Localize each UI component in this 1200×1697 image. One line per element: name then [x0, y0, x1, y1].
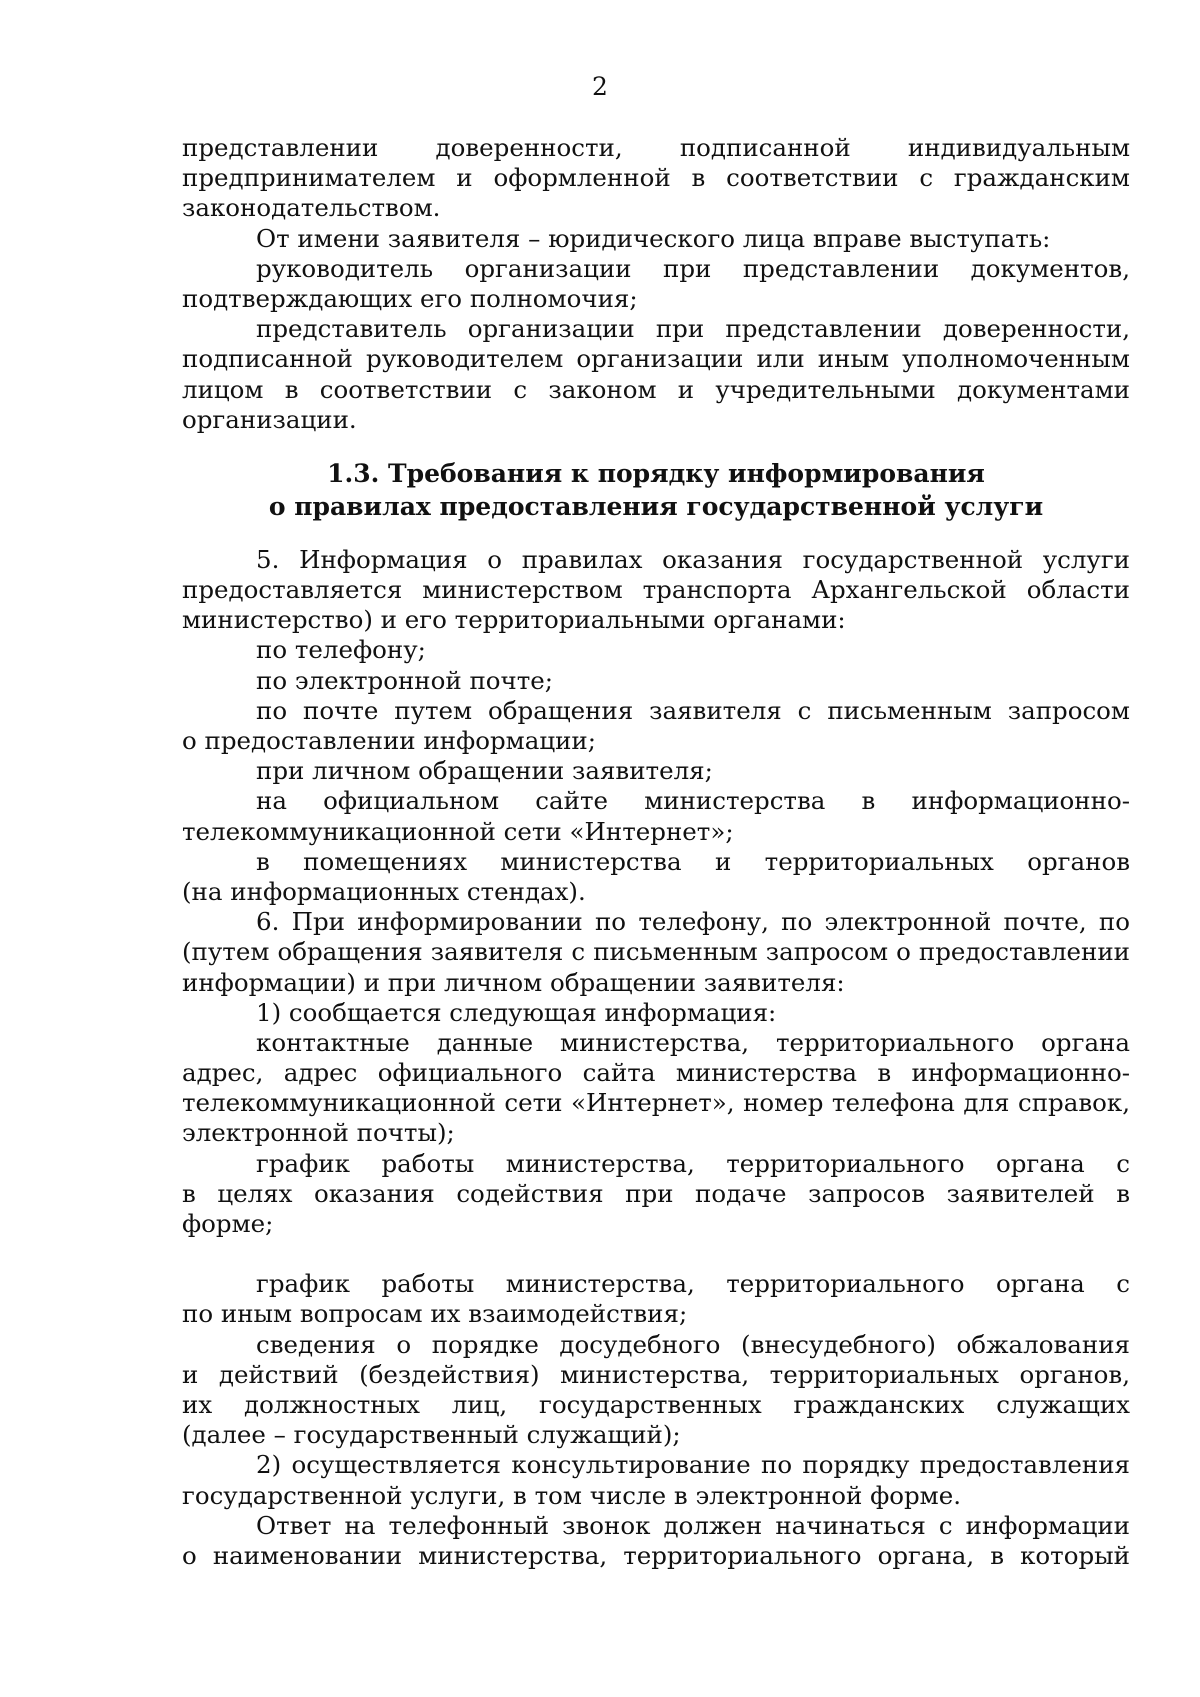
text-line: подписанной руководителем организации или иным уполномоченным [182, 344, 1130, 374]
text-line: законодательством. [182, 193, 441, 223]
text-line: предпринимателем и оформленной в соответствии с гражданским [182, 163, 1130, 193]
text-line: их должностных лиц, государственных гражданских служащих [182, 1389, 1130, 1419]
text-line: о предоставлении информации; [182, 726, 596, 755]
text-line: (далее – государственный служащий); [182, 1420, 681, 1450]
text-line: электронной почты); [182, 1118, 455, 1148]
text-line: руководитель организации при представлении документов, [256, 253, 1130, 283]
text-line: 6. При информировании по телефону, по электронной почте, по [256, 907, 1130, 937]
text-line: 2) осуществляется консультирование по порядку предоставления [256, 1450, 1130, 1480]
text-line: адрес, адрес официального сайта министерства в информационно- [182, 1058, 1130, 1088]
text-line: предоставляется министерством транспорта Архангельской области [182, 575, 1130, 605]
text-line: в помещениях министерства и территориальных органов [256, 846, 1130, 876]
text-line: подтверждающих его полномочия; [182, 283, 638, 313]
section-heading [182, 457, 1130, 523]
paragraph-legal-entity [182, 224, 1130, 435]
text-line: и действий (бездействия) министерства, территориальных органов, [182, 1359, 1130, 1389]
text-line: организации. [182, 404, 357, 434]
text-line: о наименовании министерства, территориального органа, в который [182, 1540, 1130, 1570]
text-line: представлении доверенности, подписанной индивидуальным [182, 133, 1130, 162]
text-line: график работы министерства, территориального органа с [256, 1269, 1130, 1299]
text-line: 1) сообщается следующая информация: [256, 997, 777, 1027]
text-line: сведения о порядке досудебного (внесудебного) обжалования [256, 1329, 1130, 1359]
text-line: в целях оказания содействия при подаче запросов заявителей в [182, 1178, 1130, 1208]
text-line: по телефону; [256, 635, 426, 665]
text-line: государственной услуги, в том числе в электронной форме. [182, 1480, 962, 1510]
paragraph-item-5 [182, 545, 1130, 907]
text-line: информации) и при личном обращении заявителя: [182, 967, 845, 997]
text-line: Ответ на телефонный звонок должен начинаться с информации [256, 1510, 1130, 1540]
text-line: по почте путем обращения заявителя с письменным запросом [256, 695, 1130, 725]
text-line: при личном обращении заявителя; [256, 756, 713, 786]
text-line: форме; [182, 1209, 274, 1238]
text-line: график работы министерства, территориального органа с [256, 1148, 1130, 1178]
text-line: телекоммуникационной сети «Интернет»; [182, 816, 734, 846]
text-line: по электронной почте; [256, 665, 554, 695]
text-line: От имени заявителя – юридического лица вправе выступать: [256, 223, 1051, 253]
heading-line: 1.3. Требования к порядку информирования [327, 458, 985, 488]
text-line: представитель организации при представлении доверенности, [256, 314, 1130, 344]
text-line: 5. Информация о правилах оказания государственной услуги [256, 544, 1130, 574]
text-line: по иным вопросам их взаимодействия; [182, 1299, 688, 1329]
text-line: контактные данные министерства, территориального органа [256, 1027, 1130, 1057]
blank-gap [182, 1239, 1130, 1269]
paragraph-continuation [182, 133, 1130, 224]
text-line: телекоммуникационной сети «Интернет», номер телефона для справок, [182, 1088, 1130, 1118]
text-line: (путем обращения заявителя с письменным запросом о предоставлении [182, 937, 1130, 967]
heading-line: о правилах предоставления государственной услуги [268, 491, 1044, 521]
text-line: (на информационных стендах). [182, 876, 586, 906]
text-line: лицом в соответствии с законом и учредительными документами [182, 374, 1130, 404]
document-body [182, 133, 1130, 1571]
paragraph-item-6 [182, 907, 1130, 1571]
text-line: министерство) и его территориальными органами: [182, 605, 846, 635]
page-number: 2 [592, 72, 608, 101]
text-line: на официальном сайте министерства в информационно- [256, 786, 1130, 816]
